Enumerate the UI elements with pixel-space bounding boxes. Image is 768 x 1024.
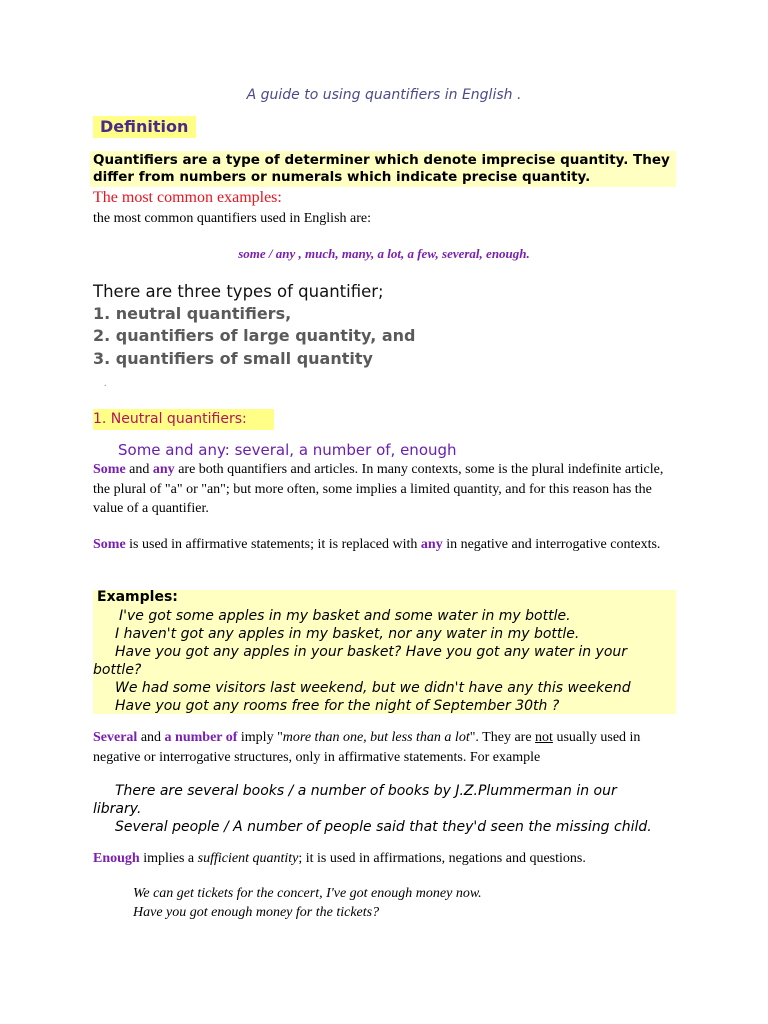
paragraph-text: is used in affirmative statements; it is replaced with [125, 537, 421, 552]
paragraph-text: implies a [139, 851, 198, 866]
example-line: Have you got any apples in your basket? Have you got any water in your [115, 644, 628, 660]
quoted-definition: more than one, but less than a lot [282, 730, 470, 745]
keyword-several: Several [93, 730, 138, 745]
keyword-any: any [420, 537, 443, 552]
types-heading: There are three types of quantifier; [93, 282, 384, 301]
example-line: bottle? [93, 662, 142, 678]
paragraph-text: are both quantifiers and articles. In many contexts, some is the plural indefinite article, the plural of "a" or "an"; but more often, some implies a limited quantity, and for this reason has the value of a quantifier. [93, 462, 664, 516]
example-line: Have you got any rooms free for the night of September 30th ? [115, 698, 560, 714]
paragraph-text: and [137, 730, 165, 745]
example-line: I haven't got any apples in my basket, nor any water in my bottle. [115, 626, 580, 642]
several-example-line: There are several books / a number of books by J.Z.Plummerman in our [115, 783, 617, 799]
examples-heading: Examples: [97, 589, 178, 605]
several-example-line: library. [93, 801, 142, 817]
emphasis-sufficient-quantity: sufficient quantity [197, 851, 299, 866]
common-quantifiers-list: some / any , much, many, a lot, a few, several, enough. [238, 246, 530, 261]
definition-heading: Definition [93, 116, 196, 138]
some-any-paragraph [93, 460, 673, 519]
document-title: A guide to using quantifiers in English . [246, 87, 522, 103]
definition-text: Quantifiers are a type of determiner which denote imprecise quantity. They differ from numbers or numerals which indicate precise quantity. [93, 152, 670, 185]
paragraph-text: and [125, 462, 153, 477]
some-any-subheading: Some and any: several, a number of, enough [118, 441, 457, 459]
several-example-line: Several people / A number of people said that they'd seen the missing child. [115, 819, 652, 835]
stray-dot: . [104, 378, 107, 389]
underlined-not: not [535, 730, 553, 745]
paragraph-text: usually used in negative or interrogative structures, only in affirmative statements. For example [93, 730, 641, 765]
enough-paragraph [93, 849, 673, 869]
keyword-some: Some [93, 537, 126, 552]
example-line: We had some visitors last weekend, but we didn't have any this weekend [115, 680, 631, 696]
paragraph-text: in negative and interrogative contexts. [442, 537, 661, 552]
neutral-quantifiers-heading: 1. Neutral quantifiers: [93, 409, 274, 430]
paragraph-text: ". They are [469, 730, 536, 745]
paragraph-text: imply " [237, 730, 283, 745]
enough-example-line: We can get tickets for the concert, I've got enough money now. [133, 886, 482, 901]
keyword-enough: Enough [93, 851, 140, 866]
keyword-any: any [152, 462, 175, 477]
keyword-a-number-of: a number of [164, 730, 238, 745]
some-usage-paragraph [93, 535, 673, 555]
example-line: I've got some apples in my basket and some water in my bottle. [119, 608, 571, 624]
several-paragraph [93, 728, 673, 767]
enough-example-line: Have you got enough money for the tickets? [133, 905, 380, 920]
common-examples-heading: The most common examples: [93, 189, 282, 206]
types-item-large: 2. quantifiers of large quantity, and [93, 326, 416, 345]
types-item-neutral: 1. neutral quantifiers, [93, 304, 292, 323]
paragraph-text: ; it is used in affirmations, negations and questions. [298, 851, 586, 866]
common-examples-intro: the most common quantifiers used in English are: [93, 211, 372, 226]
keyword-some: Some [93, 462, 126, 477]
types-item-small: 3. quantifiers of small quantity [93, 349, 373, 368]
